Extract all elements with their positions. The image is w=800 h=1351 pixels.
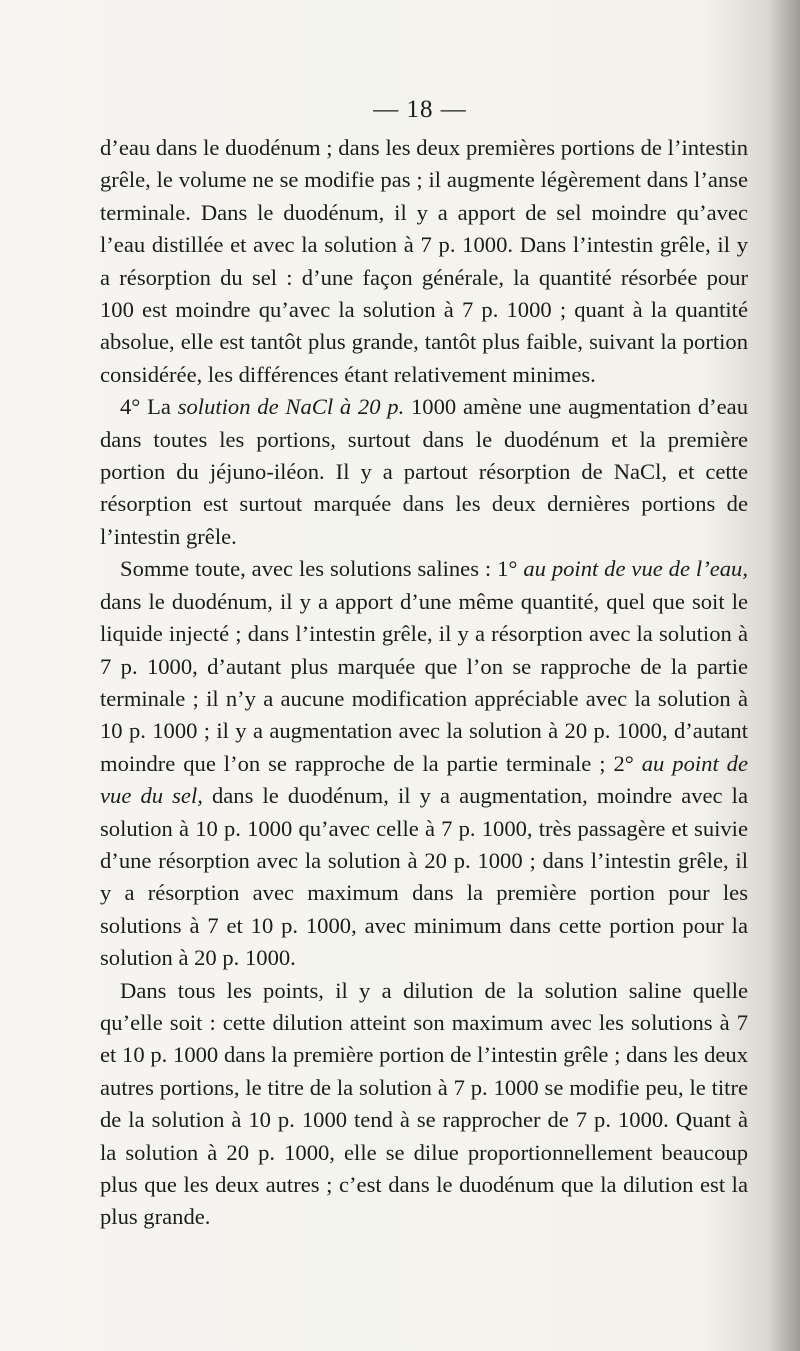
text-run: dans le duodénum, il y a augmentation, moindre avec la solution à 10 p. 1000 qu’avec celle à 7 p. 1000, très passagère et suivie d’une résorption avec la solution à 20 p. 1000 ; dans l’intestin grêle, il y a résorption avec maximum dans la première portion pour les solutions à 7 et 10 p. 1000, avec minimum dans cette portion pour la solution à 20 p. 1000.: [100, 783, 748, 971]
text-run: d’eau dans le duodénum ; dans les deux premières portions de l’intestin grêle, le volume ne se modifie pas ; il augmente légèrement dans l’anse terminale. Dans le duodénum, il y a apport de sel moindre qu’avec l’eau distillée et avec la solution à 7 p. 1000. Dans l’intestin grêle, il y a résorption du sel : d’une façon générale, la quantité résorbée pour 100 est moindre qu’avec la solution à 7 p. 1000 ; quant à la quantité absolue, elle est tantôt plus grande, tantôt plus faible, suivant la portion considérée, les différences étant relativement minimes.: [100, 135, 748, 387]
paragraph: [100, 391, 748, 553]
body-text: [100, 132, 748, 1234]
text-run: Somme toute, avec les solutions salines : 1°: [120, 556, 524, 582]
paragraph: [100, 553, 748, 974]
text-run: 4° La: [120, 394, 178, 420]
text-run: dans le duodénum, il y a apport d’une même quantité, quel que soit le liquide injecté ; dans l’intestin grêle, il y a résorption avec la solution à 7 p. 1000, d’autant plus marquée que l’on se rapproche de la partie terminale ; il n’y a aucune modification appréciable avec la solution à 10 p. 1000 ; il y a augmentation avec la solution à 20 p. 1000, d’autant moindre que l’on se rapproche de la partie terminale ; 2°: [100, 588, 748, 776]
paragraph: [100, 975, 748, 1234]
italic-run: solution de NaCl à 20 p.: [177, 394, 405, 420]
italic-run: au point de vue de l’eau,: [523, 556, 748, 582]
text-run: Dans tous les points, il y a dilution de la solution saline quelle qu’elle soit : cette dilution atteint son maximum avec les solutions à 7 et 10 p. 1000 dans la première portion de l’intestin grêle ; dans les deux autres portions, le titre de la solution à 7 p. 1000 se modifie peu, le titre de la solution à 10 p. 1000 tend à se rapprocher de 7 p. 1000. Quant à la solution à 20 p. 1000, elle se dilue proportionnellement beaucoup plus que les deux autres ; c’est dans le duodénum que la dilution est la plus grande.: [100, 977, 748, 1230]
text-run: 1000 amène une augmentation d’eau dans toutes les portions, surtout dans le duodénum et la première portion du jéjuno-iléon. Il y a partout résorption de NaCl, et cette résorption est surtout marquée dans les deux dernières portions de l’intestin grêle.: [100, 394, 748, 549]
page-number: — 18 —: [373, 96, 467, 123]
italic-run: au point de vue du sel,: [100, 750, 748, 809]
paragraph: [100, 132, 748, 391]
